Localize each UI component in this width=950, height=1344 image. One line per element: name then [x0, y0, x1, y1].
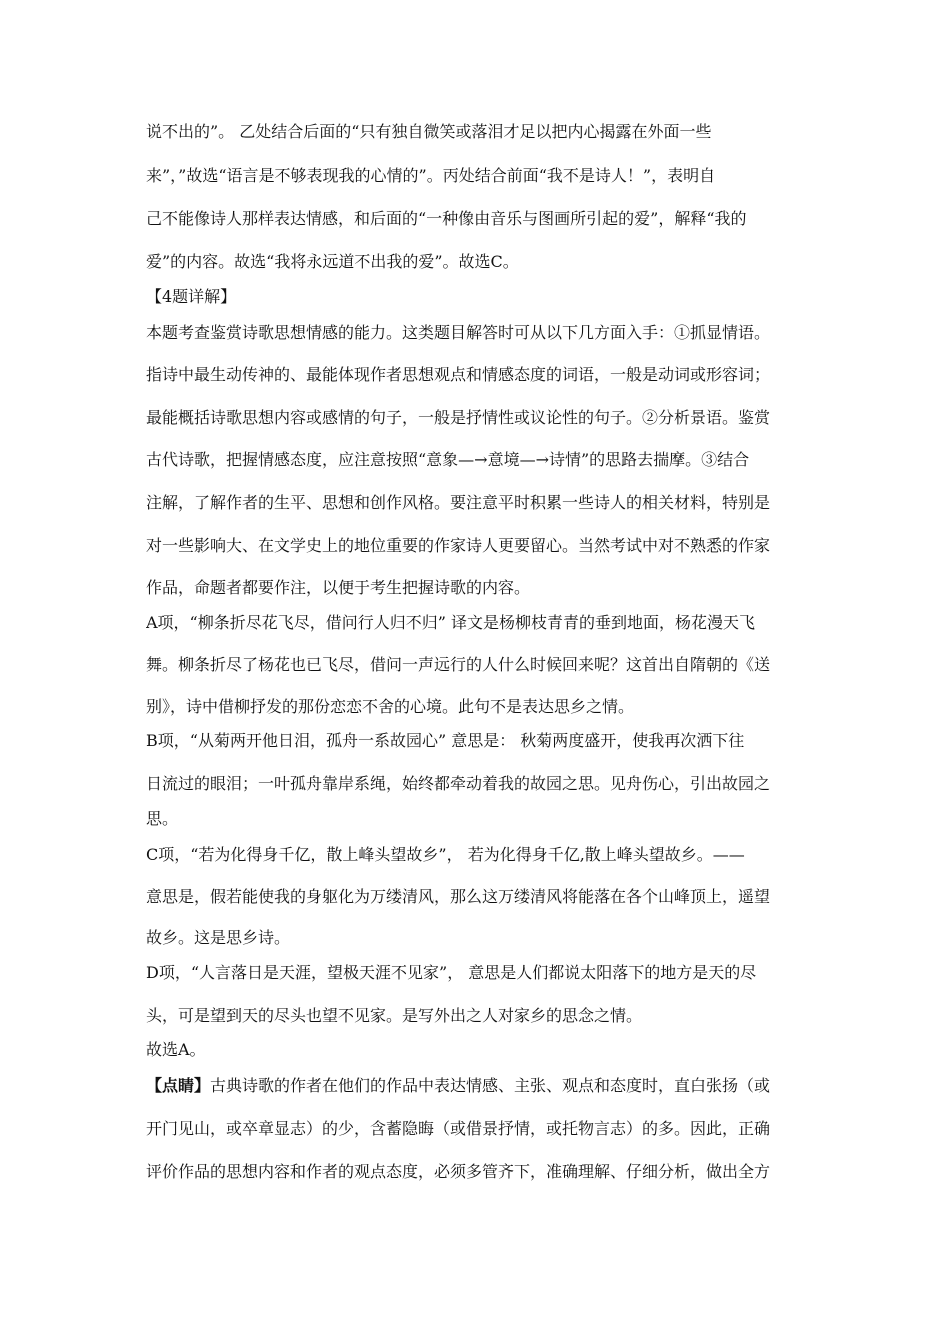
text-line: D项，“人言落日是天涯，望极天涯不见家”， 意思是人们都说太阳落下的地方是天的尽 [146, 963, 757, 982]
text-line: A项，“柳条折尽花飞尽，借问行人归不归” 译文是杨柳枝青青的垂到地面，杨花漫天飞 [146, 613, 756, 632]
dianjing-label: 【点睛】 [146, 1076, 211, 1095]
text-line: 意思是，假若能使我的身躯化为万缕清风，那么这万缕清风将能落在各个山峰顶上，遥望 [146, 887, 771, 906]
text-line: 爱”的内容。故选“我将永远道不出我的爱”。故选C。 [146, 252, 519, 271]
text-line: C项，“若为化得身千亿，散上峰头望故乡”， 若为化得身千亿,散上峰头望故乡。—— [146, 845, 745, 864]
text-line: B项，“从菊两开他日泪，孤舟一系故园心” 意思是： 秋菊两度盛开，使我再次洒下往 [146, 731, 745, 750]
text-line: 本题考查鉴赏诗歌思想情感的能力。这类题目解答时可从以下几方面入手：①抓显情语。 [146, 323, 771, 342]
text-line: 作品，命题者都要作注，以便于考生把握诗歌的内容。 [146, 578, 531, 597]
text-line: 头，可是望到天的尽头也望不见家。是写外出之人对家乡的思念之情。 [146, 1006, 643, 1025]
text-line: 古典诗歌的作者在他们的作品中表达情感、主张、观点和态度时，直白张扬（或 [210, 1076, 771, 1095]
text-line: 评价作品的思想内容和作者的观点态度，必须多管齐下，准确理解、仔细分析，做出全方 [146, 1162, 771, 1181]
text-line: 说不出的”。 乙处结合后面的“只有独自微笑或落泪才足以把内心揭露在外面一些 [146, 122, 712, 141]
text-line: 别》，诗中借柳抒发的那份恋恋不舍的心境。此句不是表达思乡之情。 [146, 697, 635, 716]
text-line: 指诗中最生动传神的、最能体现作者思想观点和情感态度的词语，一般是动词或形容词； [146, 365, 771, 384]
text-line: 古代诗歌，把握情感态度，应注意按照“意象—→意境—→诗情”的思路去揣摩。③结合 [146, 450, 750, 469]
text-line: 对一些影响大、在文学史上的地位重要的作家诗人更要留心。当然考试中对不熟悉的作家 [146, 536, 771, 555]
text-line: 日流过的眼泪；一叶孤舟靠岸系绳，始终都牵动着我的故园之思。见舟伤心，引出故园之 [146, 774, 771, 793]
text-line: 舞。柳条折尽了杨花也已飞尽，借问一声远行的人什么时候回来呢？这首出自隋朝的《送 [146, 655, 771, 674]
section-heading: 【4题详解】 [146, 287, 237, 306]
text-line: 思。 [146, 809, 179, 828]
text-line: 故选A。 [146, 1040, 206, 1059]
text-line: 来”，”故选“语言是不够表现我的心情的”。丙处结合前面“我不是诗人！”，表明自 [146, 166, 716, 185]
text-line: 注解，了解作者的生平、思想和创作风格。要注意平时积累一些诗人的相关材料，特别是 [146, 493, 771, 512]
text-line: 故乡。这是思乡诗。 [146, 928, 291, 947]
text-line: 最能概括诗歌思想内容或感情的句子，一般是抒情性或议论性的句子。②分析景语。鉴赏 [146, 408, 771, 427]
text-line: 己不能像诗人那样表达情感，和后面的“一种像由音乐与图画所引起的爱”，解释“我的 [146, 209, 747, 228]
text-line: 开门见山，或卒章显志）的少，含蓄隐晦（或借景抒情，或托物言志）的多。因此，正确 [146, 1119, 771, 1138]
paragraph-with-label [146, 1076, 806, 1096]
